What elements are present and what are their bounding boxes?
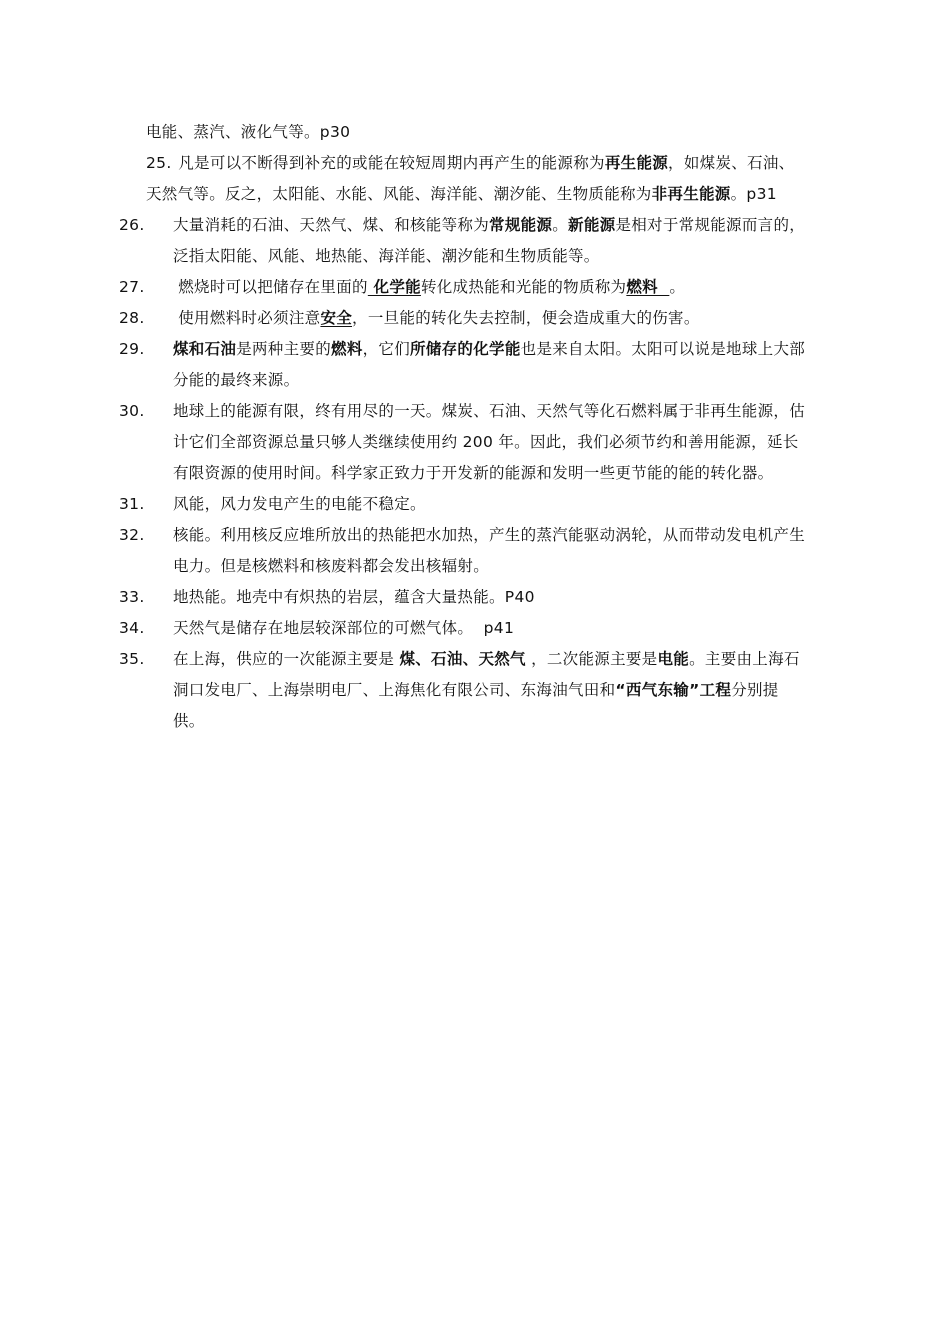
text-segment: 在上海，供应的一次能源主要是 bbox=[173, 650, 400, 668]
text-segment: 。p31 bbox=[730, 185, 777, 203]
document-body bbox=[119, 117, 808, 737]
text-segment: 也是来自太阳。太阳可以说是地球上大部分能的最终来源。 bbox=[173, 340, 806, 389]
continuation-paragraph bbox=[146, 117, 808, 148]
text-segment: 凡是可以不断得到补充的或能在较短周期内再产生的能源称为 bbox=[173, 154, 605, 172]
list-item-number: 28. bbox=[119, 309, 145, 327]
text-segment: ，如煤炭、石油、天然气等。反之，太阳能、水能、风能、海洋能、潮汐能、生物质能称为 bbox=[146, 154, 795, 203]
list-item bbox=[146, 148, 808, 210]
key-term: 煤和石油 bbox=[173, 340, 237, 358]
text-segment: 分别提供。 bbox=[173, 681, 779, 730]
key-term-underlined: 燃料 bbox=[626, 278, 670, 296]
list-item bbox=[119, 272, 808, 303]
key-term: “西气东输”工程 bbox=[615, 681, 732, 699]
list-item bbox=[119, 644, 808, 737]
list-item-number: 34. bbox=[119, 619, 145, 637]
list-item-number: 26. bbox=[119, 216, 145, 234]
list-item-number: 30. bbox=[119, 402, 145, 420]
list-item bbox=[119, 613, 808, 644]
list-item bbox=[119, 210, 808, 272]
text-segment: 转化成热能和光能的物质称为 bbox=[420, 278, 627, 296]
list-item-number: 27. bbox=[119, 278, 145, 296]
key-term: 煤、石油、天然气 bbox=[399, 650, 526, 668]
list-item-number: 29. bbox=[119, 340, 145, 358]
list-item bbox=[119, 520, 808, 582]
text-segment: 核能。利用核反应堆所放出的热能把水加热，产生的蒸汽能驱动涡轮，从而带动发电机产生电力。但是核燃料和核废料都会发出核辐射。 bbox=[173, 526, 806, 575]
key-term: 新能源 bbox=[568, 216, 616, 234]
list-item bbox=[119, 489, 808, 520]
text-segment: ，它们 bbox=[362, 340, 411, 358]
text-segment: 是相对于常规能源而言的，泛指太阳能、风能、地热能、海洋能、潮汐能和生物质能等。 bbox=[173, 216, 806, 265]
key-term-underlined: 安全 bbox=[320, 309, 353, 327]
text-segment: 大量消耗的石油、天然气、煤、和核能等称为 bbox=[173, 216, 490, 234]
list-item-number: 35. bbox=[119, 650, 145, 668]
text-segment: 燃烧时可以把储存在里面的 bbox=[173, 278, 368, 296]
list-item bbox=[119, 582, 808, 613]
key-term: 再生能源 bbox=[604, 154, 669, 172]
text-segment: ，一旦能的转化失去控制，便会造成重大的伤害。 bbox=[352, 309, 700, 327]
list-item-number: 32. bbox=[119, 526, 145, 544]
text-segment: 。 bbox=[669, 278, 686, 296]
key-term: 电能 bbox=[657, 650, 690, 668]
key-term: 所储存的化学能 bbox=[410, 340, 521, 358]
text-segment: 地热能。地壳中有炽热的岩层，蕴含大量热能。P40 bbox=[173, 588, 535, 606]
list-item-number: 33. bbox=[119, 588, 145, 606]
text-segment: 风能，风力发电产生的电能不稳定。 bbox=[173, 495, 426, 513]
text-segment: 地球上的能源有限，终有用尽的一天。煤炭、石油、天然气等化石燃料属于非再生能源，估计它们全部资源总量只够人类继续使用约 200 年。因此，我们必须节约和善用能源，延长有限资源的使用时间。科学家正致力于开发新的能源和发明一些更节能的能的转化器。 bbox=[173, 402, 806, 482]
text-segment: 。 bbox=[552, 216, 569, 234]
text-segment: 是两种主要的 bbox=[236, 340, 332, 358]
text-segment: 天然气是储存在地层较深部位的可燃气体。 p41 bbox=[173, 619, 515, 637]
text-segment: 使用燃料时必须注意 bbox=[173, 309, 321, 327]
key-term: 常规能源 bbox=[489, 216, 553, 234]
list-item bbox=[119, 396, 808, 489]
list-item bbox=[119, 334, 808, 396]
list-item-number: 25. bbox=[146, 154, 172, 172]
list-item bbox=[119, 303, 808, 334]
key-term-underlined: 化学能 bbox=[367, 278, 421, 296]
key-term: 非再生能源 bbox=[651, 185, 731, 203]
key-term: 燃料 bbox=[331, 340, 363, 358]
text-segment: ，二次能源主要是 bbox=[525, 650, 658, 668]
text-segment: 。主要由上海石洞口发电厂、上海崇明电厂、上海焦化有限公司、东海油气田和 bbox=[173, 650, 800, 699]
text-segment: 电能、蒸汽、液化气等。p30 bbox=[146, 123, 351, 141]
list-item-number: 31. bbox=[119, 495, 145, 513]
